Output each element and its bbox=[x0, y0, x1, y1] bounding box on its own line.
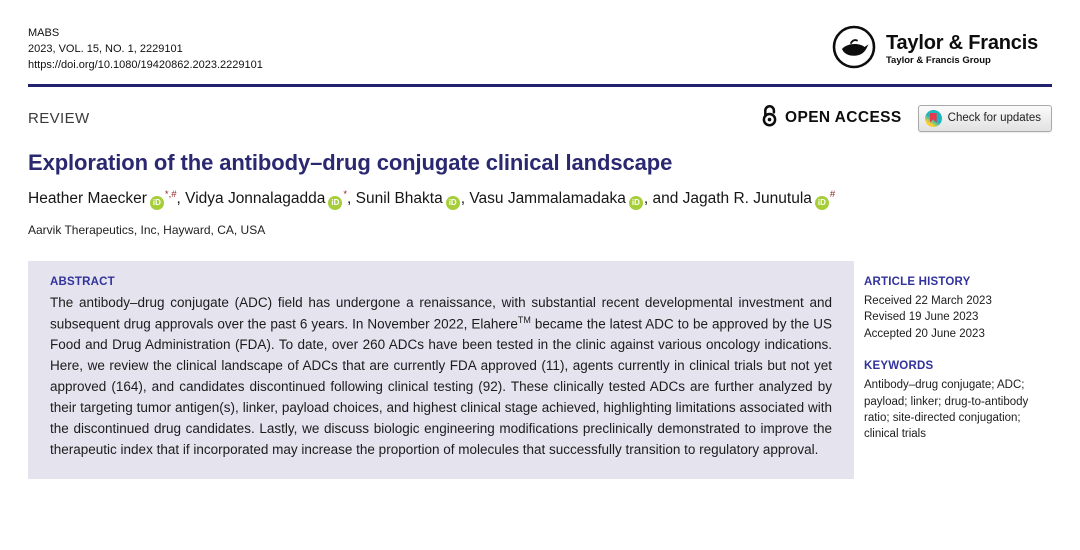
author-name: Jagath R. Junutula bbox=[682, 190, 812, 208]
abstract-text-part1: The antibody–drug conjugate (ADC) field has undergone a renaissance, with substantial recent developmental investment and subsequent drug approvals over the past 6 years. In November 2022, Elahere bbox=[50, 294, 832, 332]
author bbox=[683, 190, 836, 207]
abstract-box bbox=[28, 261, 854, 479]
keywords-list: Antibody–drug conjugate; ADC; payload; linker; drug-to-antibody ratio; site-directed conjugation; clinical trials bbox=[864, 379, 1029, 441]
author-name: Vasu Jammalamadaka bbox=[469, 190, 626, 208]
author-footnote-marks: *,# bbox=[164, 189, 177, 200]
oil-lamp-icon bbox=[831, 24, 877, 75]
author bbox=[28, 190, 185, 207]
publisher-wordmark bbox=[886, 33, 1038, 66]
abstract-heading: ABSTRACT bbox=[50, 275, 115, 288]
open-padlock-icon bbox=[760, 104, 779, 132]
open-access-label: OPEN ACCESS bbox=[785, 109, 902, 126]
orcid-icon-text: iD bbox=[817, 198, 826, 208]
doi-link[interactable]: https://doi.org/10.1080/19420862.2023.2229101 bbox=[28, 58, 263, 71]
author-separator: , and bbox=[643, 190, 683, 208]
orcid-icon-text: iD bbox=[152, 198, 161, 208]
author bbox=[469, 190, 682, 207]
author-name: Heather Maecker bbox=[28, 190, 147, 208]
publisher-logo bbox=[831, 24, 1038, 75]
orcid-icon[interactable] bbox=[629, 196, 643, 210]
author-footnote-marks: # bbox=[829, 189, 836, 200]
journal-issue-line: 2023, VOL. 15, NO. 1, 2229101 bbox=[28, 42, 183, 55]
author-affiliation: Aarvik Therapeutics, Inc, Hayward, CA, USA bbox=[28, 222, 266, 237]
keywords-heading: KEYWORDS bbox=[864, 359, 934, 372]
check-for-updates-button[interactable] bbox=[918, 105, 1052, 132]
orcid-icon[interactable] bbox=[150, 196, 164, 210]
author bbox=[356, 190, 470, 207]
article-info-sidebar bbox=[864, 261, 1052, 479]
journal-metadata bbox=[28, 24, 263, 74]
abstract-section bbox=[28, 261, 1052, 479]
author-footnote-marks: * bbox=[343, 189, 348, 200]
author-separator: , bbox=[460, 190, 470, 208]
article-title: Exploration of the antibody–drug conjugate clinical landscape bbox=[28, 150, 673, 175]
crossmark-icon bbox=[925, 110, 942, 127]
history-revised: Revised 19 June 2023 bbox=[864, 311, 979, 324]
journal-name: MABS bbox=[28, 27, 60, 39]
journal-header bbox=[28, 24, 1052, 75]
article-type-label: REVIEW bbox=[28, 109, 90, 127]
author-name: Sunil Bhakta bbox=[355, 190, 443, 208]
abstract-paragraph bbox=[50, 292, 832, 461]
badges-group bbox=[760, 104, 1052, 132]
publisher-group: Taylor & Francis Group bbox=[885, 55, 991, 67]
article-history-heading: ARTICLE HISTORY bbox=[864, 275, 971, 288]
header-divider bbox=[28, 84, 1052, 87]
author-separator: , bbox=[347, 190, 356, 208]
author-list bbox=[28, 189, 1052, 210]
author-name: Vidya Jonnalagadda bbox=[185, 190, 326, 208]
check-for-updates-label: Check for updates bbox=[947, 112, 1041, 124]
orcid-icon-text: iD bbox=[631, 198, 640, 208]
orcid-icon-text: iD bbox=[331, 198, 340, 208]
history-accepted: Accepted 20 June 2023 bbox=[864, 327, 985, 340]
orcid-icon[interactable] bbox=[446, 196, 460, 210]
publisher-name: Taylor & Francis bbox=[885, 32, 1038, 55]
author-separator: , bbox=[176, 190, 186, 208]
article-history-block bbox=[864, 274, 1052, 342]
author bbox=[185, 190, 356, 207]
history-received: Received 22 March 2023 bbox=[864, 294, 992, 307]
trademark-superscript: TM bbox=[517, 314, 531, 325]
orcid-icon[interactable] bbox=[328, 196, 342, 210]
open-access-badge[interactable] bbox=[760, 104, 902, 132]
abstract-text-part2: became the latest ADC to be approved by the US Food and Drug Administration (FDA). To date, over 260 ADCs have been tested in the clinic against various oncology indications. Here, we review the clinical landscape of ADCs that are currently FDA approved (11), agents currently in clinical trials but not yet approved (164), and candidates discontinued following clinical testing (92). These clinically tested ADCs are further analyzed by their targeting tumor antigen(s), linker, payload choices, and highest clinical stage achieved, highlighting limitations associated with the discontinued drug candidates. Lastly, we discuss biologic engineering modifications preclinically demonstrated to improve the therapeutic index that if incorporated may increase the proportion of molecules that successfully transition to regulatory approval. bbox=[50, 316, 832, 458]
orcid-icon[interactable] bbox=[815, 196, 829, 210]
article-type-row bbox=[28, 104, 1052, 132]
keywords-block bbox=[864, 358, 1052, 443]
orcid-icon-text: iD bbox=[448, 198, 457, 208]
